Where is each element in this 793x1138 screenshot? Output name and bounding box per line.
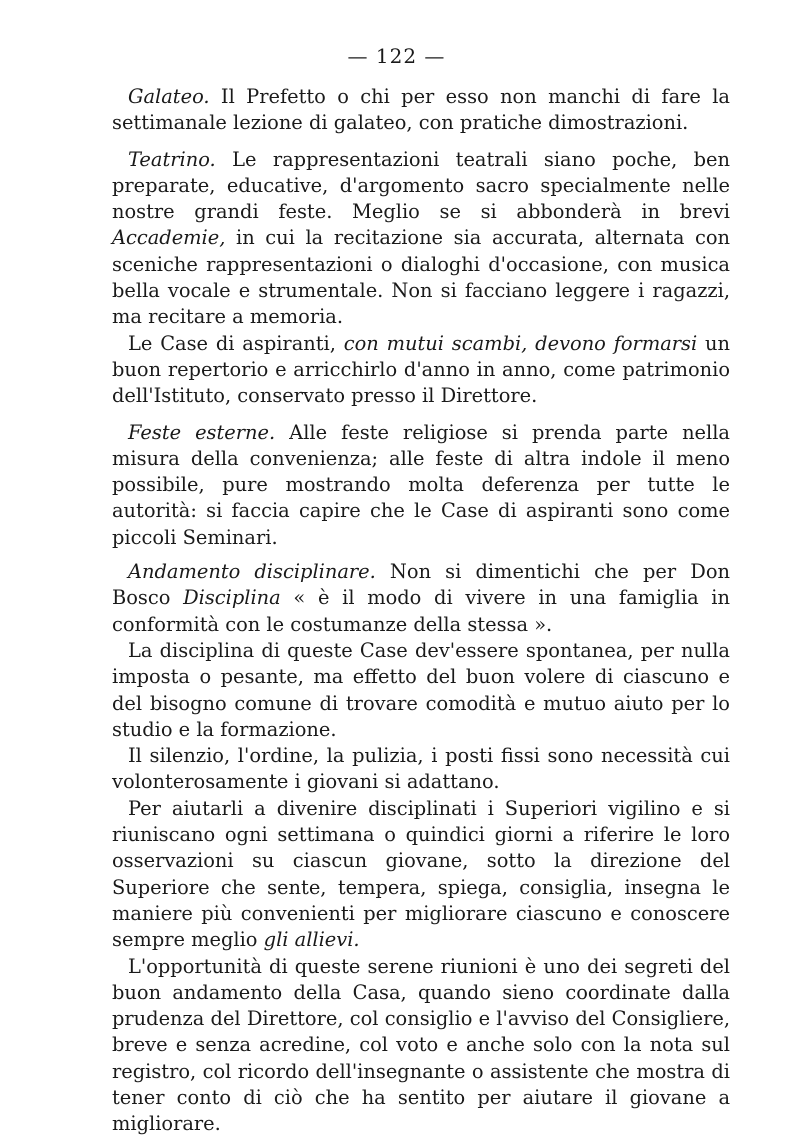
section-label-galateo: Galateo.: [128, 85, 210, 108]
paragraph-text: Per aiutarli a divenire disciplinati i Superiori vigilino e si riuniscano ogni settimana o quindici giorni a riferire le loro osservazioni su ciascun giovane, sotto la direzione del Superiore che sente, tempera, spiega, consiglia, insegna le maniere più convenienti per migliorare ciascuno e conoscere sempre meglio: [112, 796, 730, 952]
paragraph-text: Alle feste religiose si prenda parte nella misura della convenienza; alle feste di altra indole il meno possibile, pure mostrando molta deferenza per tutte le autorità: si faccia capire che le Case di aspiranti sono come piccoli Seminari.: [112, 420, 730, 549]
paragraph-text: un buon repertorio e arricchirlo d'anno in anno, come patrimonio dell'Istituto, conservato presso il Direttore.: [112, 331, 731, 408]
paragraph-text: « è il modo di vivere in una famiglia in conformità con le costumanze della stessa ».: [112, 586, 730, 636]
paragraph-repertorio: [112, 331, 730, 410]
paragraph-feste-esterne: [112, 420, 730, 551]
paragraph-andamento-disciplinare: [112, 559, 730, 638]
paragraph-text: Il silenzio, l'ordine, la pulizia, i posti fissi sono necessità cui volonterosamente i giovani si adattano.: [112, 744, 730, 794]
paragraph-text: L'opportunità di queste serene riunioni è uno dei segreti del buon andamento della Casa, quando sieno coordinate dalla prudenza del Direttore, col consiglio e l'avviso del Consigliere, breve e senza acredine, col voto e anche solo con la nota sul registro, col ricordo dell'insegnante o assistente che mostra di tener conto di ciò che ha sentito per aiutare il giovane a migliorare.: [112, 954, 730, 1136]
paragraph-text: Le rappresentazioni teatrali siano poche, ben preparate, educative, d'argomento sacro specialmente nelle nostre grandi feste. Meglio se si abbonderà in brevi: [112, 147, 730, 224]
paragraph-text: in cui la recitazione sia accurata, alternata con sceniche rappresentazioni o dialoghi d'occasione, con musica bella vocale e strumentale. Non si facciano leggere i ragazzi, ma recitare a memoria.: [112, 226, 730, 329]
section-label-feste-esterne: Feste esterne.: [128, 420, 276, 444]
paragraph-silenzio: [112, 743, 730, 796]
page-body: [112, 84, 730, 1138]
paragraph-riunioni: [112, 954, 730, 1138]
paragraph-disciplina: [112, 638, 730, 743]
section-label-andamento-disciplinare: Andamento disciplinare.: [128, 560, 376, 584]
paragraph-text: La disciplina di queste Case dev'essere spontanea, per nulla imposta o pesante, ma effetto del buon volere di ciascuno e del bisogno comune di trovare comodità e mutuo aiuto per lo studio e la formazione.: [112, 638, 730, 741]
page-number: — 122 —: [347, 44, 446, 68]
paragraph-italic-phrase: gli allievi.: [263, 928, 360, 952]
paragraph-text: Il Prefetto o chi per esso non manchi di fare la settimanale lezione di galateo, con pratiche dimostrazioni.: [112, 85, 730, 135]
paragraph-teatrino: [112, 147, 730, 331]
paragraph-italic-term: Disciplina: [183, 586, 281, 610]
paragraph-superiori: [112, 796, 730, 954]
paragraph-text: Non si dimentichi che per Don Bosco: [112, 560, 730, 610]
section-label-teatrino: Teatrino.: [128, 147, 216, 171]
paragraph-text: Le Case di aspiranti,: [128, 331, 344, 355]
paragraph-italic-phrase: con mutui scambi, devono formarsi: [343, 331, 698, 355]
paragraph-galateo: [112, 84, 730, 137]
paragraph-italic-term: Accademie,: [112, 226, 226, 250]
